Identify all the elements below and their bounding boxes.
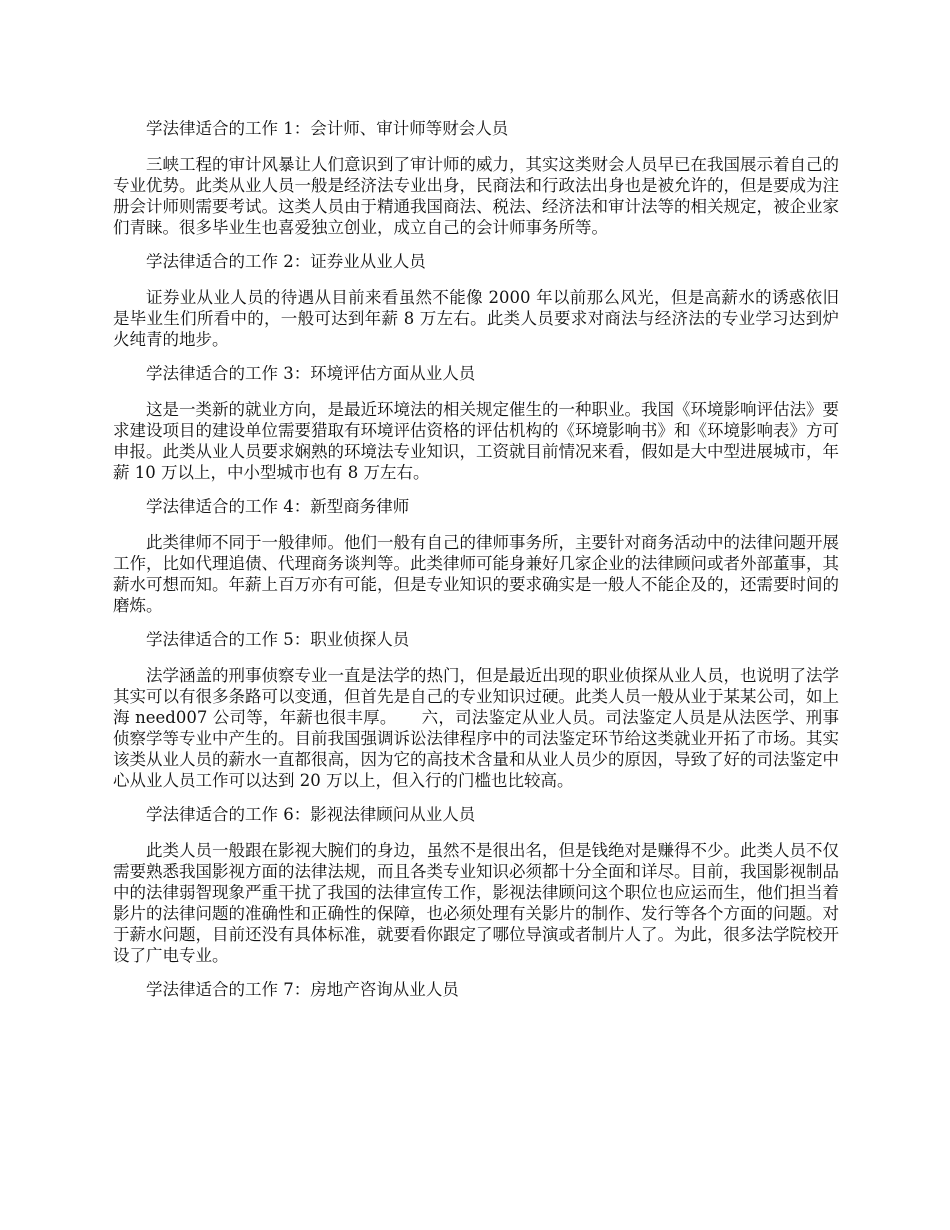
section-paragraph: 此类律师不同于一般律师。他们一般有自己的律师事务所，主要针对商务活动中的法律问题开展工作，比如代理追债、代理商务谈判等。此类律师可能身兼好几家企业的法律顾问或者外部董事，其薪水可想而知。年薪上百万亦有可能，但是专业知识的要求确实是一般人不能企及的，还需要时间的磨炼。 [113, 533, 839, 615]
section-heading: 学法律适合的工作 5：职业侦探人员 [146, 630, 410, 649]
section-1 [113, 118, 839, 238]
section-heading: 学法律适合的工作 7：房地产咨询从业人员 [146, 980, 459, 999]
section-2 [113, 251, 839, 350]
section-5 [113, 629, 839, 791]
section-heading: 学法律适合的工作 6：影视法律顾问从业人员 [146, 805, 476, 824]
document-page [113, 118, 839, 1015]
section-paragraph: 此类人员一般跟在影视大腕们的身边，虽然不是很出名，但是钱绝对是赚得不少。此类人员不仅需要熟悉我国影视方面的法律法规，而且各类专业知识必须都十分全面和详尽。目前，我国影视制品中的法律弱智现象严重干扰了我国的法律宣传工作，影视法律顾问这个职位也应运而生，他们担当着影片的法律问题的准确性和正确性的保障，也必须处理有关影片的制作、发行等各个方面的问题。对于薪水问题，目前还没有具体标准，就要看你跟定了哪位导演或者制片人了。为此，很多法学院校开设了广电专业。 [113, 841, 839, 965]
section-paragraph: 法学涵盖的刑事侦察专业一直是法学的热门，但是最近出现的职业侦探从业人员，也说明了法学其实可以有很多条路可以变通，但首先是自己的专业知识过硬。此类人员一般从业于某某公司，如上海 need007 公司等，年薪也很丰厚。 六，司法鉴定从业人员。司法鉴定人员是从法医学、刑事侦察学等专业中产生的。目前我国强调诉讼法律程序中的司法鉴定环节给这类就业开拓了市场。其实该类从业人员的薪水一直都很高，因为它的高技术含量和从业人员少的原因，导致了好的司法鉴定中心从业人员工作可以达到 20 万以上，但入行的门槛也比较高。 [113, 666, 839, 790]
section-heading: 学法律适合的工作 4：新型商务律师 [146, 497, 410, 516]
section-3 [113, 363, 839, 483]
section-4 [113, 496, 839, 616]
section-heading: 学法律适合的工作 2：证券业从业人员 [146, 252, 426, 271]
section-heading: 学法律适合的工作 3：环境评估方面从业人员 [146, 364, 476, 383]
section-6 [113, 804, 839, 966]
section-paragraph: 三峡工程的审计风暴让人们意识到了审计师的威力，其实这类财会人员早已在我国展示着自己的专业优势。此类从业人员一般是经济法专业出身，民商法和行政法出身也是被允许的，但是要成为注册会计师则需要考试。这类人员由于精通我国商法、税法、经济法和审计法等的相关规定，被企业家们青睐。很多毕业生也喜爱独立创业，成立自己的会计师事务所等。 [113, 155, 839, 237]
section-heading: 学法律适合的工作 1：会计师、审计师等财会人员 [146, 119, 509, 138]
section-paragraph: 这是一类新的就业方向，是最近环境法的相关规定催生的一种职业。我国《环境影响评估法》要求建设项目的建设单位需要猎取有环境评估资格的评估机构的《环境影响书》和《环境影响表》方可申报。此类从业人员要求娴熟的环境法专业知识，工资就目前情况来看，假如是大中型进展城市，年薪 10 万以上，中小型城市也有 8 万左右。 [113, 400, 839, 482]
section-paragraph: 证券业从业人员的待遇从目前来看虽然不能像 2000 年以前那么风光，但是高薪水的诱惑依旧是毕业生们所看中的，一般可达到年薪 8 万左右。此类人员要求对商法与经济法的专业学习达到炉火纯青的地步。 [113, 288, 839, 349]
section-7 [113, 979, 839, 1000]
